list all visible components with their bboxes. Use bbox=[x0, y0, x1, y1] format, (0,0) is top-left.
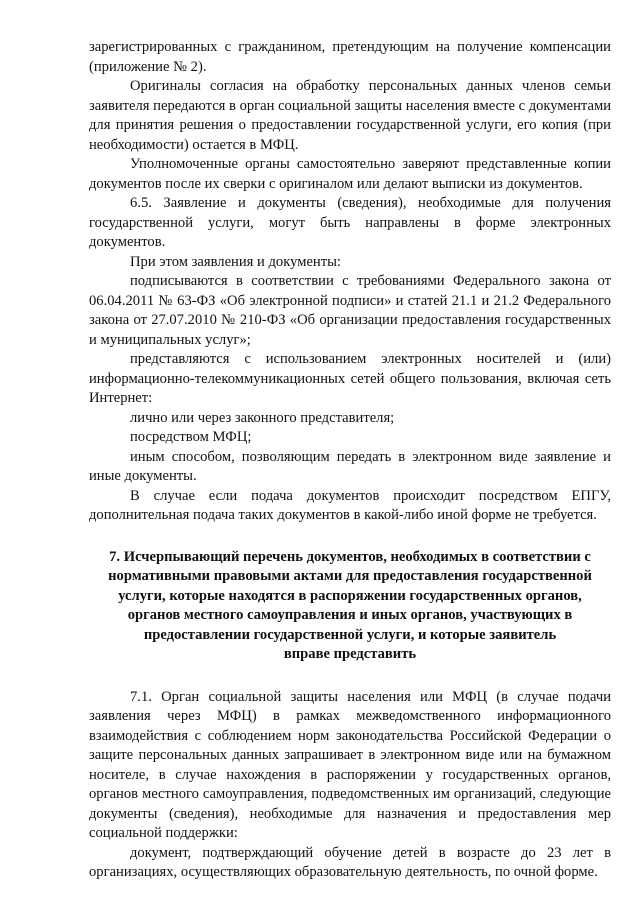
paragraph-education-document: документ, подтверждающий обучение детей в возрасте до 23 лет в организациях, осуществляющих образовательную деятельность, по очной форме. bbox=[89, 844, 611, 880]
section-7-heading bbox=[89, 548, 611, 665]
paragraph-copies-certification: Уполномоченные органы самостоятельно заверяют представленные копии документов после их сверки с оригиналом или делают выписки из документов. bbox=[89, 156, 611, 192]
heading-line: 7. Исчерпывающий перечень документов, необходимых в соответствии с bbox=[109, 548, 591, 565]
heading-line: предоставлении государственной услуги, и которые заявитель bbox=[143, 626, 557, 643]
paragraph-submitted: представляются с использованием электронных носителей и (или) информационно-телекоммуникационных сетей общего пользования, включая сеть Интернет: bbox=[89, 351, 611, 406]
document-page bbox=[89, 38, 611, 883]
paragraph-epgu: В случае если подача документов происходит посредством ЕПГУ, дополнительная подача таких документов в какой-либо иной форме не требуется. bbox=[89, 487, 611, 523]
paragraph-consent-originals: Оригиналы согласия на обработку персональных данных членов семьи заявителя передаются в орган социальной защиты населения вместе с документами для принятия решения о предоставлении государственной услуги, его копия (при необходимости) остается в МФЦ. bbox=[89, 78, 612, 153]
heading-line: органов местного самоуправления и иных органов, участвующих в bbox=[127, 607, 573, 623]
heading-line: нормативными правовыми актами для предоставления государственной bbox=[108, 568, 592, 584]
list-item-other-way: иным способом, позволяющим передать в электронном виде заявление и иные документы. bbox=[89, 448, 611, 484]
heading-line: вправе представить bbox=[283, 646, 417, 662]
paragraph-6-5: 6.5. Заявление и документы (сведения), необходимые для получения государственной услуги, могут быть направлены в форме электронных документов. bbox=[89, 195, 611, 250]
paragraph-7-1: 7.1. Орган социальной защиты населения или МФЦ (в случае подачи заявления через МФЦ) в рамках межведомственного информационного взаимодействия с соблюдением норм законодательства Российской Федерации о защите персональных данных запрашивает в электронном виде или на бумажном носителе, в случае нахождения в распоряжении у государственных органов, органов местного самоуправления, подведомственных им организаций, следующие документы (сведения), необходимые для назначения и предоставления мер социальной поддержки: bbox=[89, 688, 611, 841]
list-item-in-person: лично или через законного представителя; bbox=[130, 409, 395, 426]
list-item-mfc: посредством МФЦ; bbox=[130, 429, 252, 445]
paragraph-continuation: зарегистрированных с гражданином, претендующим на получение компенсации (приложение № 2). bbox=[89, 39, 611, 75]
paragraph-signed: подписываются в соответствии с требованиями Федерального закона от 06.04.2011 № 63-ФЗ «Об электронной подписи» и статей 21.1 и 21.2 Федерального закона от 27.07.2010 № 210-ФЗ «Об организации предоставления государственных и муниципальных услуг»; bbox=[89, 273, 611, 348]
paragraph-documents-intro: При этом заявления и документы: bbox=[130, 253, 341, 270]
heading-line: услуги, которые находятся в распоряжении государственных органов, bbox=[118, 587, 582, 604]
